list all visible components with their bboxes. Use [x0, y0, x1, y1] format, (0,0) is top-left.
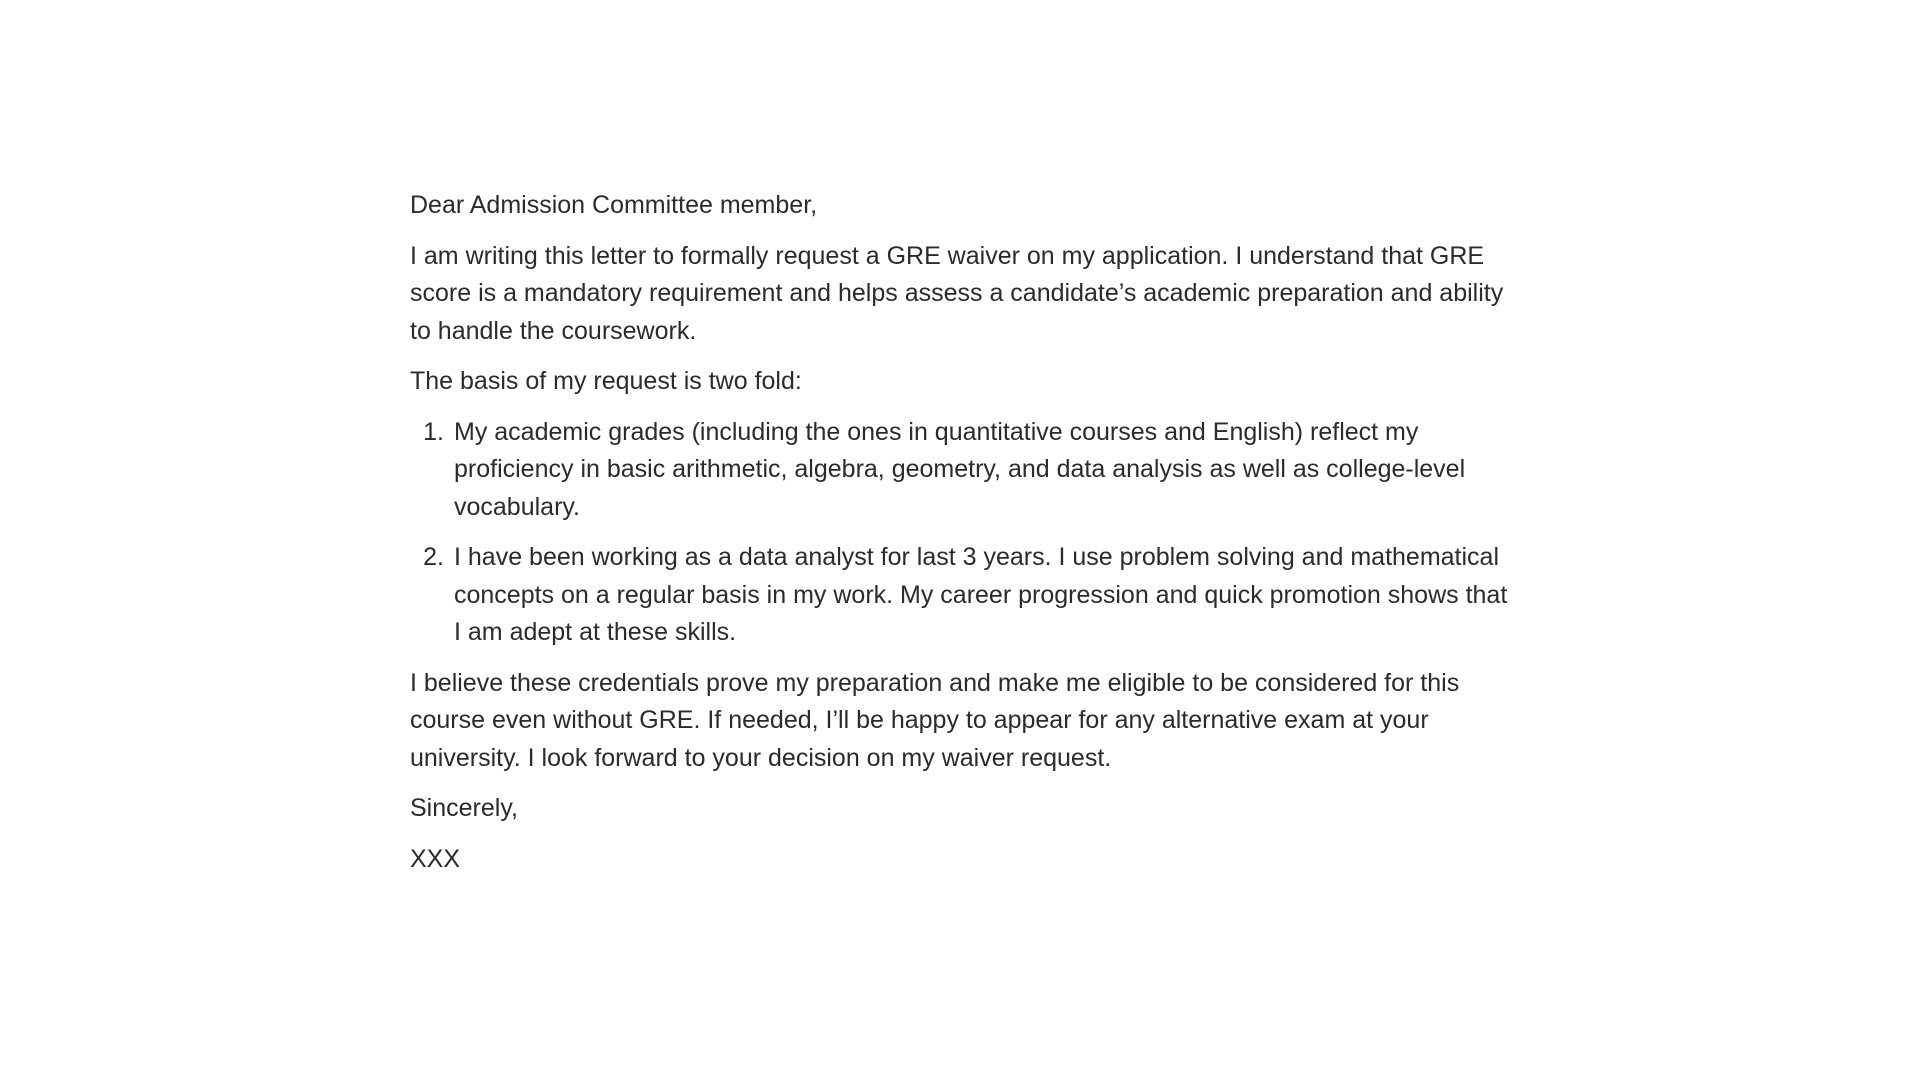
basis-paragraph: The basis of my request is two fold:	[410, 367, 802, 395]
list-item-number: 2.	[423, 543, 444, 571]
salutation: Dear Admission Committee member,	[410, 191, 818, 219]
reasons-list	[410, 414, 1520, 652]
letter-body	[410, 187, 1520, 891]
list-item-number: 1.	[423, 417, 444, 446]
list-item	[410, 414, 1520, 527]
list-item-text: I have been working as a data analyst for last 3 years. I use problem solving and mathematical concepts on a regular basis in my work. My career progression and quick promotion shows that I am adept at these skills.	[454, 543, 1508, 646]
signoff: Sincerely,	[410, 794, 518, 822]
intro-paragraph: I am writing this letter to formally request a GRE waiver on my application. I understand that GRE score is a mandatory requirement and helps assess a candidate’s academic preparation and ability to handle the coursework.	[410, 241, 1504, 345]
signature: XXX	[410, 844, 461, 873]
list-item	[410, 539, 1520, 652]
list-item-text: My academic grades (including the ones in quantitative courses and English) reflect my proficiency in basic arithmetic, algebra, geometry, and data analysis as well as college-level vocabulary.	[454, 417, 1466, 521]
closing-paragraph: I believe these credentials prove my preparation and make me eligible to be considered for this course even without GRE. If needed, I’ll be happy to appear for any alternative exam at your university. I look forward to your decision on my waiver request.	[410, 668, 1460, 772]
